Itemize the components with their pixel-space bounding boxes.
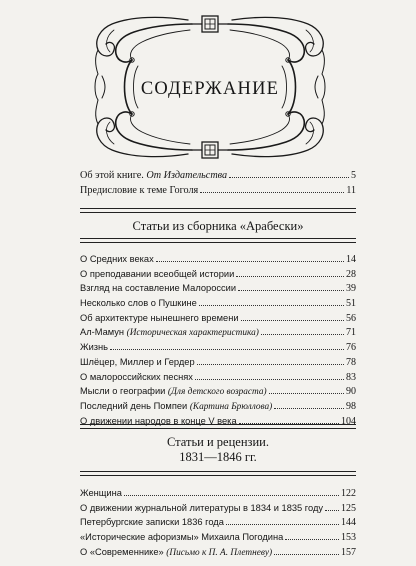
toc-entry[interactable]	[80, 515, 356, 530]
entry-title-text: О «Современнике»	[80, 546, 167, 557]
toc-entry-title	[80, 252, 154, 267]
section-title-line2: 1831—1846 гг.	[179, 450, 257, 464]
toc-entry[interactable]	[80, 486, 356, 501]
entry-title-text: Несколько слов о Пушкине	[80, 298, 197, 309]
dot-leader	[274, 399, 344, 409]
page-number: 56	[346, 312, 356, 324]
toc-entry[interactable]	[80, 252, 356, 267]
toc-entry-title	[80, 370, 193, 385]
toc-entry[interactable]	[80, 296, 356, 311]
entry-subtitle-italic: (Письмо к П. А. Плетневу)	[166, 547, 273, 558]
dot-leader	[325, 501, 339, 511]
toc-entry[interactable]	[80, 384, 356, 399]
toc-entry-title	[80, 501, 323, 516]
entry-subtitle-italic: (Историческая характеристика)	[126, 328, 259, 339]
section-rule	[80, 471, 356, 476]
toc-entry-title	[80, 545, 272, 561]
dot-leader	[195, 370, 344, 380]
section-rule	[80, 208, 356, 213]
toc-entry-title	[80, 311, 239, 326]
toc-entry-title	[80, 340, 108, 355]
toc-entry-title	[80, 515, 224, 530]
toc-entry[interactable]	[80, 370, 356, 385]
toc-entry-title	[80, 384, 267, 400]
toc-entry-title	[80, 281, 236, 296]
page-number: 28	[346, 268, 356, 280]
entry-title-text: «Исторические афоризмы» Михаила Погодина	[80, 532, 284, 543]
page-number: 51	[346, 298, 356, 310]
dot-leader	[110, 340, 344, 350]
entry-title-text: О преподавании всеобщей истории	[80, 268, 235, 279]
entry-title-text: Мысли о географии	[80, 386, 168, 397]
entry-subtitle-italic: (Для детского возраста)	[167, 387, 267, 398]
toc-entry[interactable]	[80, 281, 356, 296]
page-number: 11	[346, 184, 356, 196]
dot-leader	[199, 296, 344, 306]
toc-entry[interactable]	[80, 325, 356, 340]
dot-leader	[156, 252, 344, 262]
page-number: 76	[346, 342, 356, 354]
page-number: 5	[351, 170, 356, 181]
page-number: 71	[346, 327, 356, 339]
entry-title-text: Об архитектуре нынешнего времени	[80, 312, 239, 323]
toc-entry-title	[80, 530, 283, 545]
dot-leader	[236, 267, 344, 277]
entry-title-text: О малороссийских песнях	[80, 371, 193, 382]
toc-entry-title	[80, 296, 197, 311]
dot-leader	[197, 355, 344, 365]
entry-title-text: Предисловие к теме Гоголя	[80, 184, 199, 196]
toc-entry[interactable]	[80, 311, 356, 326]
toc-entry-title	[80, 399, 272, 415]
toc-entry-title	[80, 486, 122, 501]
toc-entry[interactable]	[80, 545, 356, 560]
entry-title-text: Шлёцер, Миллер и Гердер	[80, 356, 195, 367]
page-number: 144	[341, 517, 356, 529]
intro-list	[80, 168, 356, 197]
dot-leader	[241, 311, 344, 321]
page-number: 122	[341, 488, 356, 499]
page-number: 98	[346, 400, 356, 412]
entry-title-text: Ал-Мамун	[80, 327, 127, 338]
section2-list	[80, 486, 356, 559]
entry-title-text: О Средних веках	[80, 254, 154, 264]
dot-leader	[239, 414, 339, 424]
section-heading-articles	[80, 424, 356, 472]
toc-entry[interactable]	[80, 501, 356, 516]
section-title: Статьи из сборника «Арабески»	[132, 219, 304, 233]
bottom-knot-ornament	[192, 142, 228, 158]
entry-title-text: Об этой книге.	[80, 170, 147, 181]
toc-entry-title	[80, 184, 198, 199]
entry-title-text: Женщина	[80, 488, 122, 498]
section-title-line1: Статьи и рецензии.	[167, 435, 269, 449]
page-number: 157	[341, 546, 356, 558]
entry-title-text: Петербургские записки 1836 года	[80, 517, 224, 528]
entry-title-text: Последний день Помпеи	[80, 400, 190, 411]
section-rule	[80, 238, 356, 243]
toc-entry-title	[80, 169, 227, 184]
toc-entry[interactable]	[80, 530, 356, 545]
entry-title-text: О движении журнальной литературы в 1834 и 1835 году	[80, 502, 324, 513]
section-rule	[80, 424, 356, 429]
entry-title-text: Взгляд на составление Малороссии	[80, 283, 237, 294]
entry-title-text: Жизнь	[80, 342, 109, 353]
dot-leader	[274, 545, 339, 555]
page-number: 78	[346, 356, 356, 368]
page-number: 104	[341, 415, 356, 427]
dot-leader	[226, 515, 339, 525]
page-number: 125	[341, 502, 356, 514]
dot-leader	[229, 168, 349, 178]
toc-entry[interactable]	[80, 267, 356, 282]
toc-entry[interactable]	[80, 355, 356, 370]
entry-title-text: О движении народов в конце V века	[80, 415, 237, 426]
page-number: 14	[346, 254, 356, 265]
section-heading-arabeski	[80, 208, 356, 238]
toc-entry-title	[80, 325, 259, 341]
page-number: 83	[346, 371, 356, 383]
dot-leader	[261, 325, 344, 335]
page-number: 90	[346, 386, 356, 398]
dot-leader	[200, 183, 344, 193]
toc-entry[interactable]	[80, 399, 356, 414]
toc-entry[interactable]	[80, 340, 356, 355]
toc-entry-title	[80, 355, 195, 370]
dot-leader	[285, 530, 339, 540]
page-number: 153	[341, 532, 356, 544]
page-title: СОДЕРЖАНИЕ	[140, 79, 280, 99]
dot-leader	[124, 486, 339, 496]
dot-leader	[269, 384, 344, 394]
entry-subtitle-italic: От Издательства	[146, 170, 228, 181]
toc-entry-title	[80, 267, 234, 282]
section1-list	[80, 252, 356, 428]
dot-leader	[238, 281, 344, 291]
page-number: 39	[346, 283, 356, 295]
entry-subtitle-italic: (Картина Брюллова)	[189, 401, 273, 412]
toc-entry[interactable]	[80, 168, 356, 183]
top-knot-ornament	[192, 16, 228, 32]
toc-entry[interactable]	[80, 183, 356, 198]
